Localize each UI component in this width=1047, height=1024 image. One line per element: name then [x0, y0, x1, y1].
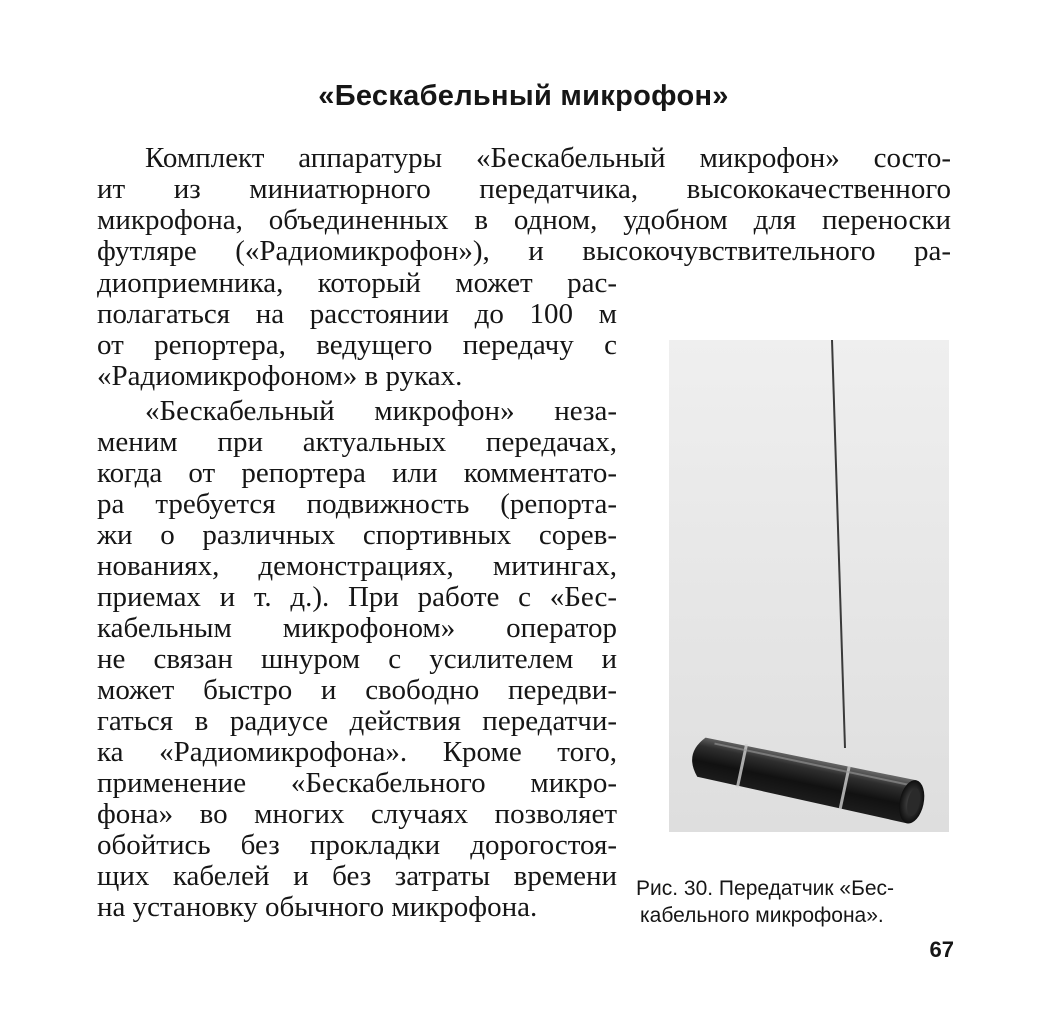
paragraph-2-line-6: нованиях, демонстрациях, митингах, — [97, 550, 617, 582]
paragraph-1-line-2: ит из миниатюрного передатчика, высококачественного — [97, 173, 951, 205]
paragraph-1-line-7: от репортера, ведущего передачу с — [97, 329, 617, 361]
paragraph-2-line-5: жи о различных спортивных сорев- — [97, 519, 617, 551]
paragraph-2-line-15: обойтись без прокладки дорогостоя- — [97, 829, 617, 861]
paragraph-2-line-16: щих кабелей и без затраты времени — [97, 860, 617, 892]
paragraph-2-line-1: «Бескабельный микрофон» неза- — [145, 395, 617, 427]
paragraph-2-line-8: кабельным микрофоном» оператор — [97, 612, 617, 644]
paragraph-2-line-3: когда от репортера или комментато- — [97, 457, 617, 489]
paragraph-2-line-2: меним при актуальных передачах, — [97, 426, 617, 458]
paragraph-2-line-4: ра требуется подвижность (репорта- — [97, 488, 617, 520]
figure-caption-line-1: Рис. 30. Передатчик «Бес- — [636, 877, 895, 900]
transmitter-photo — [669, 340, 949, 832]
section-title: «Бескабельный микрофон» — [318, 80, 729, 112]
paragraph-2-line-7: приемах и т. д.). При работе с «Бес- — [97, 581, 617, 613]
paragraph-1-line-1: Комплект аппаратуры «Бескабельный микрофон» состо- — [145, 142, 951, 174]
paragraph-2-line-10: может быстро и свободно передви- — [97, 674, 617, 706]
transmitter-illustration — [669, 340, 949, 832]
paragraph-2-line-9: не связан шнуром с усилителем и — [97, 643, 617, 675]
paragraph-1-line-5: диоприемника, который может рас- — [97, 267, 617, 299]
paragraph-2-line-11: гаться в радиусе действия передатчи- — [97, 705, 617, 737]
paragraph-2-line-14: фона» во многих случаях позволяет — [97, 798, 617, 830]
paragraph-1-line-3: микрофона, объединенных в одном, удобном для переноски — [97, 204, 951, 236]
paragraph-2-line-13: применение «Бескабельного микро- — [97, 767, 617, 799]
paragraph-1-line-8: «Радиомикрофоном» в руках. — [97, 360, 463, 392]
paragraph-1-line-4: футляре («Радиомикрофон»), и высокочувствительного ра- — [97, 235, 951, 267]
figure-caption-line-2: кабельного микрофона». — [640, 904, 884, 927]
paragraph-2-line-12: ка «Радиомикрофона». Кроме того, — [97, 736, 617, 768]
paragraph-2-line-17: на установку обычного микрофона. — [97, 891, 538, 923]
page-number: 67 — [929, 937, 954, 962]
paragraph-1-line-6: полагаться на расстоянии до 100 м — [97, 298, 617, 330]
